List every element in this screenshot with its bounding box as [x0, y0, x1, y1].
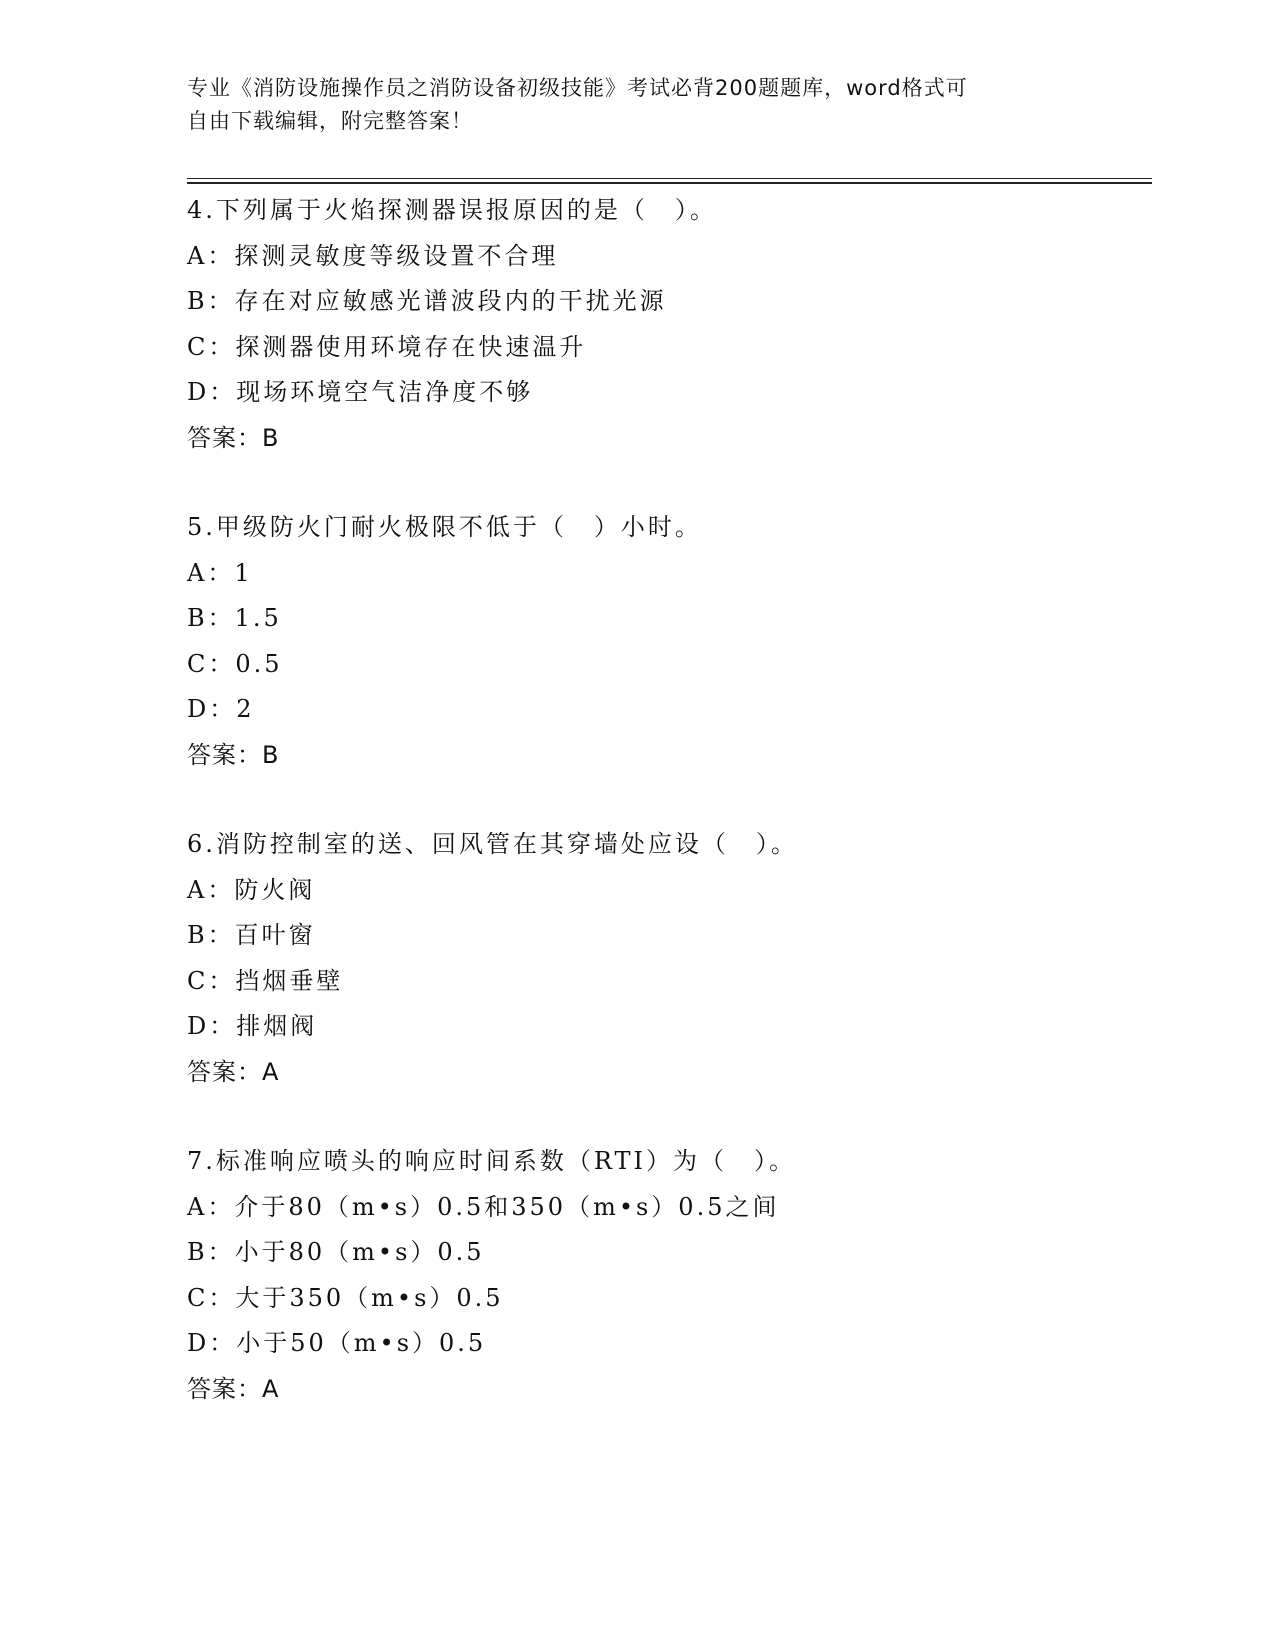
option-b: B：1.5 — [187, 604, 282, 632]
option-b: B：百叶窗 — [187, 921, 316, 949]
answer-line: 答案：A — [187, 1057, 280, 1086]
question-6 — [187, 822, 1137, 1095]
answer-line: 答案：B — [187, 423, 280, 452]
option-d: D：2 — [187, 695, 255, 723]
question-stem: 4.下列属于火焰探测器误报原因的是（ ）。 — [187, 196, 717, 224]
option-b: B：小于80（m•s）0.5 — [187, 1238, 485, 1266]
option-c: C：大于350（m•s）0.5 — [187, 1283, 504, 1312]
question-stem: 7.标准响应喷头的响应时间系数（RTI）为（ ）。 — [187, 1147, 797, 1175]
header-divider-top — [187, 178, 1152, 179]
question-stem: 6.消防控制室的送、回风管在其穿墙处应设（ ）。 — [187, 830, 798, 858]
question-gap — [187, 1095, 1137, 1139]
question-4 — [187, 188, 1137, 461]
option-c: C：0.5 — [187, 649, 283, 678]
header-line-1: 专业《消防设施操作员之消防设备初级技能》考试必背200题题库，word格式可 — [187, 76, 968, 100]
option-a: A：防火阀 — [187, 875, 316, 904]
question-5 — [187, 505, 1137, 778]
option-c: C：挡烟垂壁 — [187, 966, 344, 995]
question-gap — [187, 461, 1137, 505]
option-a: A：探测灵敏度等级设置不合理 — [187, 241, 559, 270]
question-gap — [187, 778, 1137, 822]
option-d: D：小于50（m•s）0.5 — [187, 1329, 487, 1357]
option-a: A：介于80（m•s）0.5和350（m•s）0.5之间 — [187, 1192, 780, 1221]
question-7 — [187, 1139, 1137, 1412]
answer-line: 答案：A — [187, 1374, 280, 1403]
header-line-2: 自由下载编辑，附完整答案！ — [187, 109, 473, 133]
option-c: C：探测器使用环境存在快速温升 — [187, 332, 587, 361]
question-list — [187, 188, 1137, 1412]
header-divider-bottom — [187, 182, 1152, 184]
option-d: D：排烟阀 — [187, 1012, 318, 1040]
document-header — [187, 72, 1087, 138]
option-d: D：现场环境空气洁净度不够 — [187, 378, 534, 406]
answer-line: 答案：B — [187, 740, 280, 769]
question-stem: 5.甲级防火门耐火极限不低于（ ）小时。 — [187, 513, 702, 541]
option-a: A：1 — [187, 558, 253, 587]
option-b: B：存在对应敏感光谱波段内的干扰光源 — [187, 287, 667, 315]
